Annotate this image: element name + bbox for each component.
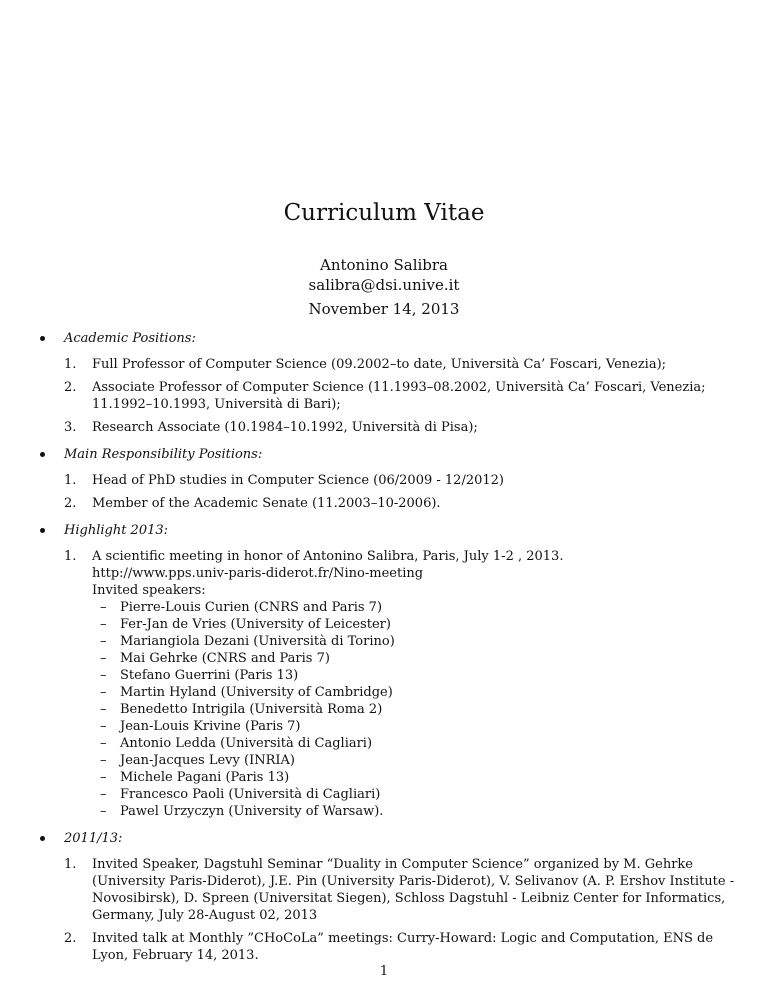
item-text: Invited talk at Monthly ”CHoCoLa” meetings: Curry-Howard: Logic and Computation, ENS de Lyon, February 14, 2013. xyxy=(92,931,714,963)
list-item xyxy=(64,930,742,964)
page-number: 1 xyxy=(379,964,389,979)
section-heading: Main Responsibility Positions: xyxy=(64,447,263,462)
section-2011-13 xyxy=(36,830,742,964)
item-number: 1. xyxy=(64,857,77,872)
section-heading: Highlight 2013: xyxy=(64,523,169,538)
item-text: Associate Professor of Computer Science (11.1993–08.2002, Università Ca’ Foscari, Venezia; 11.1992–10.1993, Università di Bari); xyxy=(92,380,706,412)
dash-icon: – xyxy=(100,600,107,615)
speaker-name: Mariangiola Dezani (Università di Torino) xyxy=(120,634,395,649)
item-text: Head of PhD studies in Computer Science (06/2009 - 12/2012) xyxy=(92,473,504,488)
item-number: 2. xyxy=(64,496,77,511)
responsibility-positions-list xyxy=(64,472,742,512)
item-number: 2. xyxy=(64,931,77,946)
speaker-item xyxy=(92,803,742,820)
speaker-item xyxy=(92,684,742,701)
author-name: Antonino Salibra xyxy=(320,256,448,274)
dash-icon: – xyxy=(100,685,107,700)
meeting-url[interactable]: http://www.pps.univ-paris-diderot.fr/Nino-meeting xyxy=(92,566,424,581)
highlight-list xyxy=(64,548,742,820)
section-academic-positions xyxy=(36,330,742,436)
speaker-name: Antonio Ledda (Università di Cagliari) xyxy=(120,736,373,751)
section-highlight-2013 xyxy=(36,522,742,820)
section-heading: 2011/13: xyxy=(64,831,123,846)
dash-icon: – xyxy=(100,753,107,768)
speaker-name: Jean-Louis Krivine (Paris 7) xyxy=(120,719,301,734)
author-email: salibra@dsi.unive.it xyxy=(308,276,460,294)
bullet-icon xyxy=(40,836,45,841)
speaker-item xyxy=(92,650,742,667)
meeting-description: A scientific meeting in honor of Antonino Salibra, Paris, July 1-2 , 2013. xyxy=(92,549,564,564)
item-text: Invited Speaker, Dagstuhl Seminar “Duality in Computer Science” organized by M. Gehrke (University Paris-Diderot), J.E. Pin (University Paris-Diderot), V. Selivanov (A. P. Ershov Institute - Novosibirsk), D. Spreen (Universitat Siegen), Schloss Dagstuhl - Leibniz Center for Informatics, Germany, July 28-August 02, 2013 xyxy=(92,857,735,923)
section-heading: Academic Positions: xyxy=(64,331,196,346)
speaker-name: Jean-Jacques Levy (INRIA) xyxy=(120,753,295,768)
speaker-name: Martin Hyland (University of Cambridge) xyxy=(120,685,393,700)
speaker-name: Fer-Jan de Vries (University of Leicester) xyxy=(120,617,391,632)
list-item xyxy=(64,356,742,373)
author-block xyxy=(0,255,768,295)
speaker-name: Benedetto Intrigila (Università Roma 2) xyxy=(120,702,383,717)
dash-icon: – xyxy=(100,634,107,649)
dash-icon: – xyxy=(100,651,107,666)
cv-content xyxy=(36,330,742,974)
speakers-list xyxy=(92,599,742,820)
item-number: 1. xyxy=(64,549,77,564)
list-item xyxy=(64,548,742,820)
item-text: Research Associate (10.1984–10.1992, Università di Pisa); xyxy=(92,420,478,435)
speaker-item xyxy=(92,599,742,616)
dash-icon: – xyxy=(100,804,107,819)
dash-icon: – xyxy=(100,770,107,785)
speaker-item xyxy=(92,752,742,769)
dash-icon: – xyxy=(100,702,107,717)
list-item xyxy=(64,495,742,512)
speaker-item xyxy=(92,667,742,684)
list-item xyxy=(64,419,742,436)
academic-positions-list xyxy=(64,356,742,436)
document-date: November 14, 2013 xyxy=(308,300,460,318)
item-number: 2. xyxy=(64,380,77,395)
period-2011-13-list xyxy=(64,856,742,964)
speaker-item xyxy=(92,786,742,803)
invited-speakers-label: Invited speakers: xyxy=(92,583,206,598)
item-text: Full Professor of Computer Science (09.2002–to date, Università Ca’ Foscari, Venezia); xyxy=(92,357,667,372)
item-text: Member of the Academic Senate (11.2003–10-2006). xyxy=(92,496,441,511)
bullet-icon xyxy=(40,528,45,533)
list-item xyxy=(64,856,742,924)
speaker-name: Stefano Guerrini (Paris 13) xyxy=(120,668,299,683)
speaker-name: Mai Gehrke (CNRS and Paris 7) xyxy=(120,651,330,666)
list-item xyxy=(64,472,742,489)
speaker-name: Pawel Urzyczyn (University of Warsaw). xyxy=(120,804,384,819)
dash-icon: – xyxy=(100,787,107,802)
speaker-item xyxy=(92,633,742,650)
speaker-item xyxy=(92,735,742,752)
dash-icon: – xyxy=(100,617,107,632)
speaker-item xyxy=(92,769,742,786)
dash-icon: – xyxy=(100,736,107,751)
speaker-item xyxy=(92,718,742,735)
speaker-name: Michele Pagani (Paris 13) xyxy=(120,770,290,785)
speaker-item xyxy=(92,701,742,718)
item-number: 3. xyxy=(64,420,77,435)
item-number: 1. xyxy=(64,473,77,488)
document-title: Curriculum Vitae xyxy=(283,200,485,226)
item-number: 1. xyxy=(64,357,77,372)
speaker-name: Francesco Paoli (Università di Cagliari) xyxy=(120,787,381,802)
bullet-icon xyxy=(40,452,45,457)
speaker-item xyxy=(92,616,742,633)
section-responsibility-positions xyxy=(36,446,742,512)
bullet-icon xyxy=(40,336,45,341)
dash-icon: – xyxy=(100,719,107,734)
list-item xyxy=(64,379,742,413)
dash-icon: – xyxy=(100,668,107,683)
speaker-name: Pierre-Louis Curien (CNRS and Paris 7) xyxy=(120,600,383,615)
